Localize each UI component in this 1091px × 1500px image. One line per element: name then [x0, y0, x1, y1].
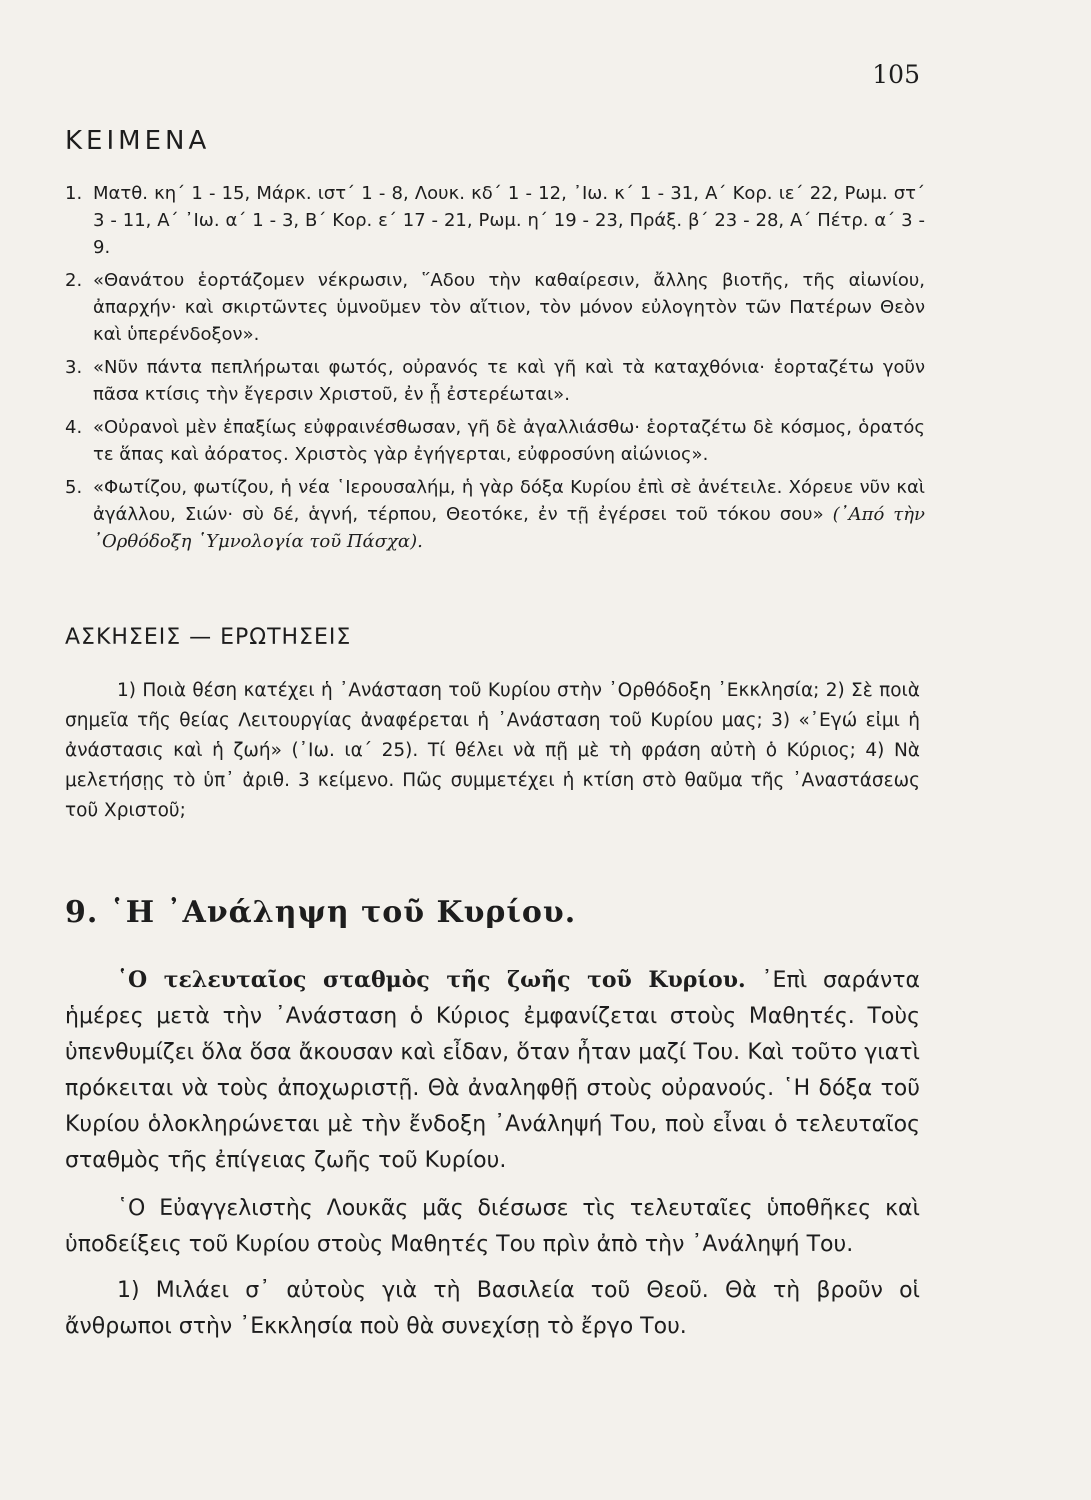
- list-item: [65, 180, 925, 261]
- exercises-heading: ΑΣΚΗΣΕΙΣ — ΕΡΩΤΗΣΕΙΣ: [65, 625, 352, 650]
- item-number: 5.: [65, 477, 83, 498]
- item-text: «Νῦν πάντα πεπλήρωται φωτός, οὐρανός τε καὶ γῆ καὶ τὰ καταχθόνια· ἑορταζέτω γοῦν πᾶσα κτίσις τὴν ἔγερσιν Χριστοῦ, ἐν ᾗ ἐστερέωται».: [93, 357, 925, 405]
- item-text: «Οὐρανοὶ μὲν ἐπαξίως εὐφραινέσθωσαν, γῆ δὲ ἀγαλλιάσθω· ἑορταζέτω δὲ κόσμος, ὁρατός τε ἅπας καὶ ἀόρατος. Χριστὸς γὰρ ἐγήγερται, εὐφροσύνη αἰώνιος».: [93, 417, 925, 465]
- page-number: 105: [872, 60, 920, 89]
- chapter-body: [65, 962, 920, 1355]
- paragraph: 1) Μιλάει σ᾿ αὐτοὺς γιὰ τὴ Βασιλεία τοῦ Θεοῦ. Θὰ τὴ βροῦν οἱ ἄνθρωποι στὴν ᾿Εκκλησία ποὺ θὰ συνεχίσῃ τὸ ἔργο Του.: [65, 1278, 920, 1339]
- item-number: 2.: [65, 270, 83, 291]
- item-number: 4.: [65, 417, 83, 438]
- texts-list: [65, 180, 925, 561]
- item-text: Ματθ. κη΄ 1 - 15, Μάρκ. ιστ΄ 1 - 8, Λουκ. κδ΄ 1 - 12, ᾿Ιω. κ΄ 1 - 31, Α΄ Κορ. ιε΄ 22, Ρωμ. στ΄ 3 - 11, Α΄ ᾿Ιω. α΄ 1 - 3, Β΄ Κορ. ε΄ 17 - 21, Ρωμ. η΄ 19 - 23, Πράξ. β΄ 23 - 28, Α΄ Πέτρ. α΄ 3 - 9.: [93, 183, 925, 258]
- paragraph-text: ᾿Επὶ σαράντα ἡμέρες μετὰ τὴν ᾿Ανάσταση ὁ Κύριος ἐμφανίζεται στοὺς Μαθητές. Τοὺς ὑπενθυμίζει ὅλα ὅσα ἄκουσαν καὶ εἶδαν, ὅταν ἦταν μαζί Του. Καὶ τοῦτο γιατὶ πρόκειται νὰ τοὺς ἀποχωριστῇ. Θὰ ἀναληφθῇ στοὺς οὐρανούς. ῾Η δόξα τοῦ Κυρίου ὁλοκληρώνεται μὲ τὴν ἔνδοξη ᾿Ανάληψή Του, ποὺ εἶναι ὁ τελευταῖος σταθμὸς τῆς ἐπίγειας ζωῆς τοῦ Κυρίου.: [65, 968, 921, 1173]
- list-item: [65, 474, 925, 555]
- paragraph: ῾Ο Εὐαγγελιστὴς Λουκᾶς μᾶς διέσωσε τὶς τελευταῖες ὑποθῆκες καὶ ὑποδείξεις τοῦ Κυρίου στοὺς Μαθητές Του πρὶν ἀπὸ τὴν ᾿Ανάληψή Του.: [65, 1196, 920, 1257]
- item-number: 1.: [65, 183, 83, 204]
- exercises-paragraph: 1) Ποιὰ θέση κατέχει ἡ ᾿Ανάσταση τοῦ Κυρίου στὴν ᾿Ορθόδοξη ᾿Εκκλησία; 2) Σὲ ποιὰ σημεῖα τῆς θείας Λειτουργίας ἀναφέρεται ἡ ᾿Ανάσταση τοῦ Κυρίου μας; 3) «᾿Εγώ εἰμι ἡ ἀνάστασις καὶ ἡ ζωή» (᾿Ιω. ια΄ 25). Τί θέλει νὰ πῇ μὲ τὴ φράση αὐτὴ ὁ Κύριος; 4) Νὰ μελετήσῃς τὸ ὑπ᾿ ἀριθ. 3 κείμενο. Πῶς συμμετέχει ἡ κτίση στὸ θαῦμα τῆς ᾿Αναστάσεως τοῦ Χριστοῦ;: [65, 680, 920, 821]
- exercises-text: [65, 676, 920, 826]
- item-text: «Θανάτου ἑορτάζομεν νέκρωσιν, ῞Αδου τὴν καθαίρεσιν, ἄλλης βιοτῆς, τῆς αἰωνίου, ἀπαρχήν· καὶ σκιρτῶντες ὑμνοῦμεν τὸν αἴτιον, τὸν μόνον εὐλογητὸν τῶν Πατέρων Θεὸν καὶ ὑπερένδοξον».: [93, 270, 925, 345]
- list-item: [65, 354, 925, 408]
- item-text: «Φωτίζου, φωτίζου, ἡ νέα ῾Ιερουσαλήμ, ἡ γὰρ δόξα Κυρίου ἐπὶ σὲ ἀνέτειλε. Χόρευε νῦν καὶ ἀγάλλου, Σιών· σὺ δέ, ἁγνή, τέρπου, Θεοτόκε, ἐν τῇ ἐγέρσει τοῦ τόκου σου»: [93, 477, 925, 525]
- list-item: [65, 414, 925, 468]
- texts-heading: ΚΕΙΜΕΝΑ: [65, 126, 211, 156]
- chapter-title: 9. ῾Η ᾿Ανάληψη τοῦ Κυρίου.: [65, 895, 577, 930]
- item-source: (᾿Από τὴν ᾿Ορθόδοξη ῾Υμνολογία τοῦ Πάσχα).: [93, 504, 925, 552]
- list-item: [65, 267, 925, 348]
- paragraph: [65, 962, 920, 1179]
- item-number: 3.: [65, 357, 83, 378]
- paragraph-subheading: ῾Ο τελευταῖος σταθμὸς τῆς ζωῆς τοῦ Κυρίου.: [117, 967, 746, 993]
